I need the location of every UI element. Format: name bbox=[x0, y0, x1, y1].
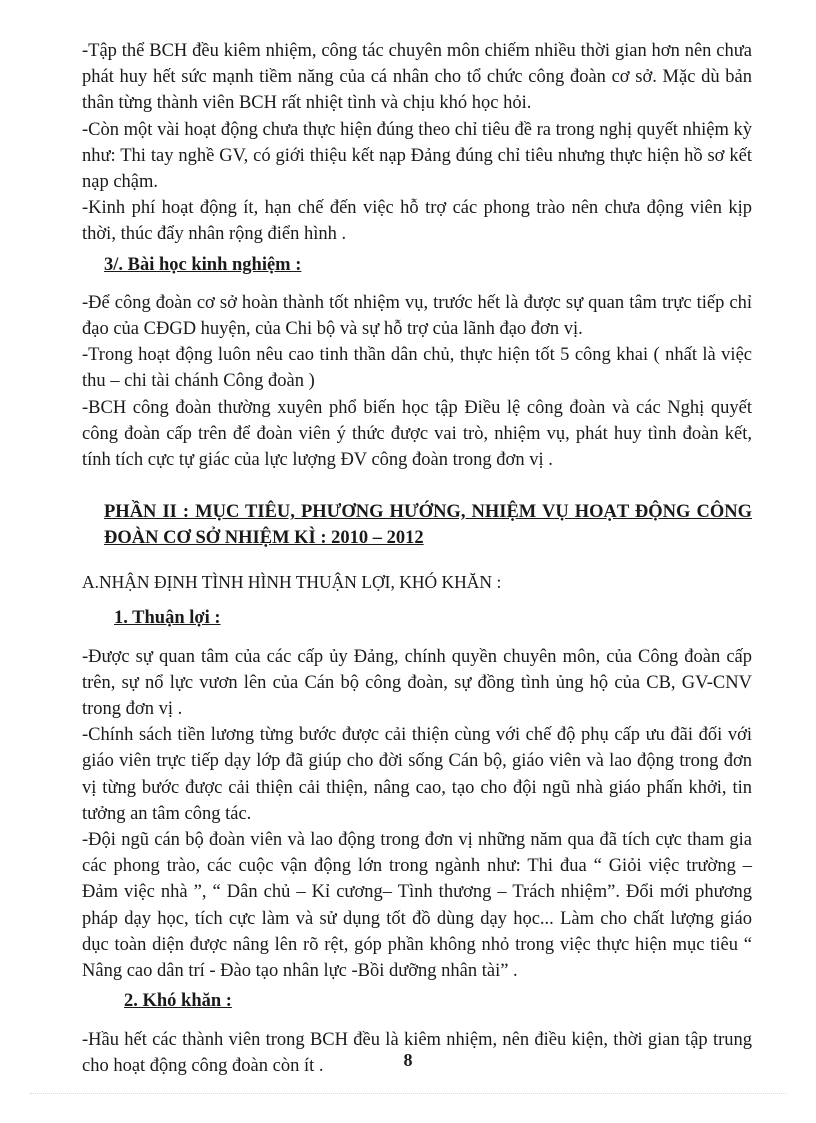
page-number: 8 bbox=[403, 1050, 413, 1070]
paragraph: -Trong hoạt động luôn nêu cao tinh thần dân chủ, thực hiện tốt 5 công khai ( nhất là việc thu – chi tài chánh Công đoàn ) bbox=[82, 345, 752, 392]
paragraph: -Để công đoàn cơ sở hoàn thành tốt nhiệm vụ, trước hết là được sự quan tâm trực tiếp chỉ đạo của CĐGD huyện, của Chi bộ và sự hỗ trợ của lãnh đạo đơn vị. bbox=[82, 292, 752, 340]
footer-divider bbox=[30, 1093, 786, 1094]
paragraph: -Hầu hết các thành viên trong BCH đều là kiêm nhiệm, nên điều kiện, thời gian tập trung cho hoạt động công đoàn còn ít . bbox=[82, 1029, 752, 1076]
paragraph: -Còn một vài hoạt động chưa thực hiện đúng theo chỉ tiêu đề ra trong nghị quyết nhiệm kỳ như: Thi tay nghề GV, có giới thiệu kết nạp Đảng đúng chỉ tiêu nhưng thực hiện hồ sơ kết nạp chậm. bbox=[82, 119, 752, 193]
lessons-heading: 3/. Bài học kinh nghiệm : bbox=[104, 254, 302, 275]
part-title: PHẦN II : MỤC TIÊU, PHƯƠNG HƯỚNG, NHIỆM VỤ HOẠT ĐỘNG CÔNG ĐOÀN CƠ SỞ NHIỆM KÌ : 2010 – 2012 bbox=[104, 502, 752, 549]
page-content bbox=[82, 38, 752, 1079]
paragraph: -Đội ngũ cán bộ đoàn viên và lao động trong đơn vị những năm qua đã tích cực tham gia các phong trào, các cuộc vận động lớn trong ngành như: Thi đua “ Giỏi việc trường – Đảm việc nhà ”, “ Dân chủ – Kỉ cương– Tình thương – Trách nhiệm”. Đổi mới phương pháp dạy học, tích cực làm và sử dụng tốt đồ dùng dạy học... Làm cho chất lượng giáo dục toàn diện được nâng lên rõ rệt, góp phần không nhỏ trong việc thực hiện mục tiêu “ Nâng cao dân trí - Đào tạo nhân lực -Bồi dưỡng nhân tài” . bbox=[82, 830, 752, 982]
paragraph: -Được sự quan tâm của các cấp ủy Đảng, chính quyền chuyên môn, của Công đoàn cấp trên, sự nổ lực vươn lên của Cán bộ công đoàn, sự đồng tình ủng hộ của CB, GV-CNV trong đơn vị . bbox=[82, 646, 752, 720]
paragraph: -Kinh phí hoạt động ít, hạn chế đến việc hỗ trợ các phong trào nên chưa động viên kịp thời, thúc đẩy nhân rộng điển hình . bbox=[82, 198, 752, 245]
paragraph: -Chính sách tiền lương từng bước được cải thiện cùng với chế độ phụ cấp ưu đãi đối với giáo viên trực tiếp dạy lớp đã giúp cho đời sống Cán bộ, giáo viên và lao động trong đơn vị từng bước được cải thiện cải thiện, nâng cao, tạo cho đội ngũ nhà giáo phấn khởi, tin tưởng an tâm công tác. bbox=[82, 725, 752, 824]
advantages-heading: 1. Thuận lợi : bbox=[114, 608, 221, 629]
paragraph: -BCH công đoàn thường xuyên phổ biến học tập Điều lệ công đoàn và các Nghị quyết công đoàn cấp trên để đoàn viên ý thức được vai trò, nhiệm vụ, phát huy tình đoàn kết, tính tích cực tự giác của lực lượng ĐV công đoàn trong đơn vị . bbox=[82, 397, 752, 471]
paragraph: -Tập thể BCH đều kiêm nhiệm, công tác chuyên môn chiếm nhiều thời gian hơn nên chưa phát huy hết sức mạnh tiềm năng của cá nhân cho tổ chức công đoàn cơ sở. Mặc dù bản thân từng thành viên BCH rất nhiệt tình và chịu khó học hỏi. bbox=[82, 41, 752, 114]
spacer bbox=[82, 473, 752, 487]
section-heading: A.NHẬN ĐỊNH TÌNH HÌNH THUẬN LỢI, KHÓ KHĂN : bbox=[82, 572, 502, 593]
difficulties-heading: 2. Khó khăn : bbox=[124, 991, 232, 1012]
